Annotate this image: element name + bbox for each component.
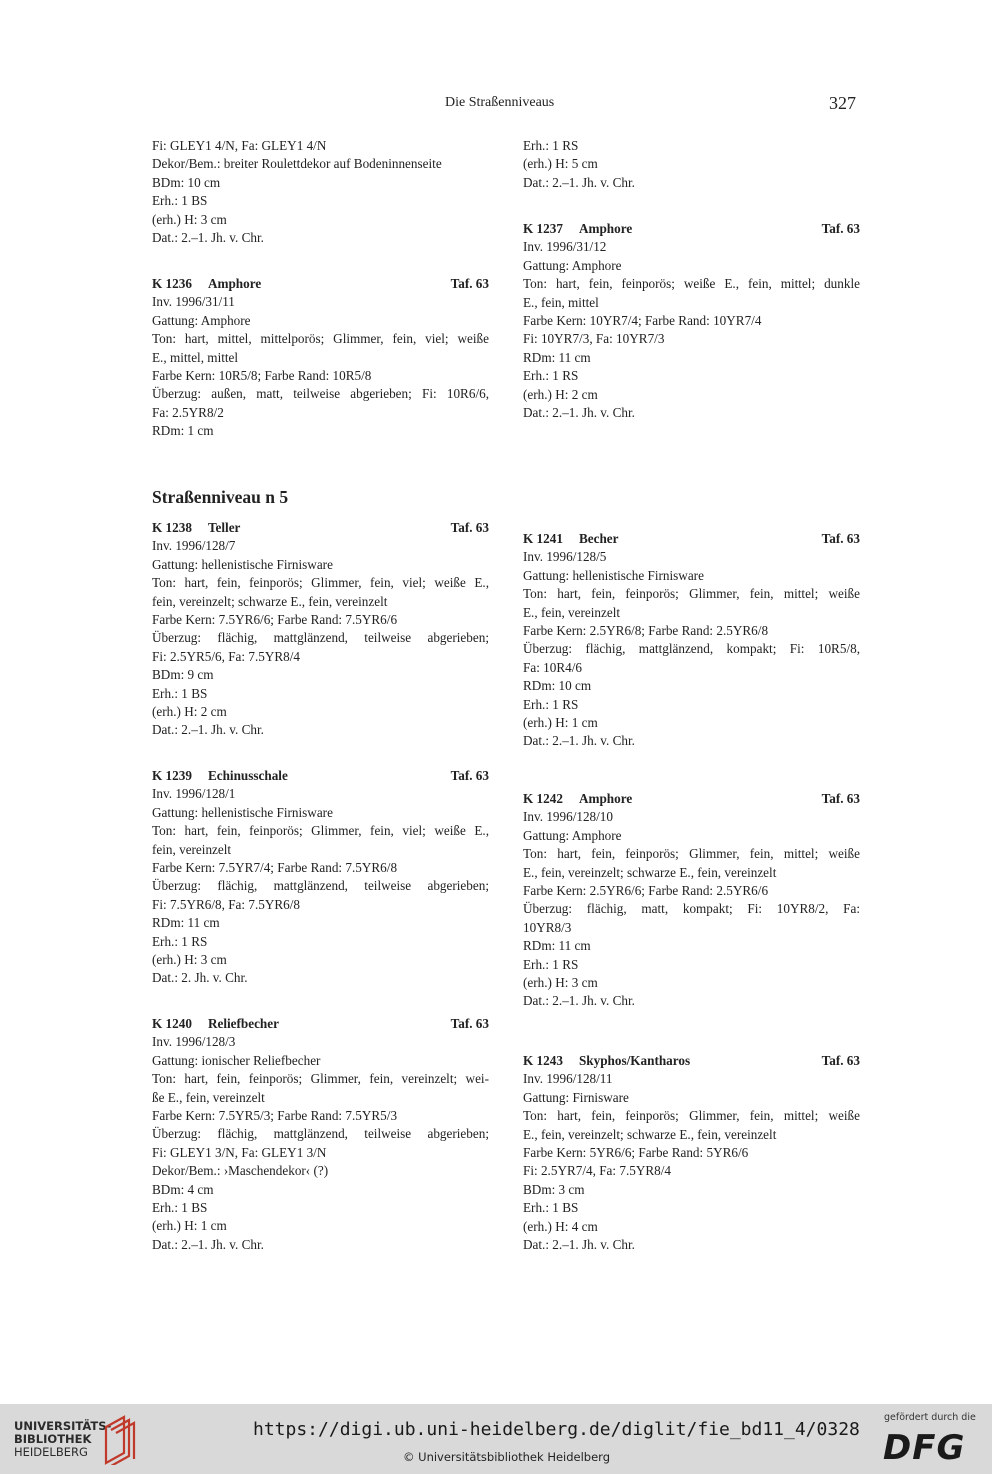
entry-line: Farbe Kern: 10R5/8; Farbe Rand: 10R5/8	[152, 368, 372, 384]
entry-line: Farbe Kern: 7.5YR5/3; Farbe Rand: 7.5YR5/3	[152, 1108, 398, 1124]
entry-object-type: Teller	[207, 520, 241, 535]
entry-line: Erh.: 1 RS	[152, 933, 208, 949]
entry-line: Gattung: hellenistische Firnisware	[152, 556, 333, 572]
library-logo-line: BIBLIOTHEK	[14, 1432, 92, 1446]
entry-line: Inv. 1996/128/11	[523, 1071, 613, 1087]
entry-line: E., fein, mittel	[523, 294, 599, 310]
entry-heading	[152, 767, 489, 785]
entry-line: RDm: 11 cm	[523, 938, 591, 954]
entry-line: Erh.: 1 RS	[523, 368, 579, 384]
entry-line: Ton: hart, fein, feinporös; weiße E., fein, mittel; dunkle	[523, 276, 860, 292]
entry-line: Farbe Kern: 7.5YR7/4; Farbe Rand: 7.5YR6/8	[152, 860, 398, 876]
catalog-entry-k1238	[152, 519, 489, 740]
library-logo[interactable]	[14, 1420, 111, 1459]
entry-line: Überzug: flächig, mattglänzend, kompakt; Fi: 10R5/8,	[523, 641, 860, 657]
entry-line: Überzug: flächig, mattglänzend, teilweise abgerieben;	[152, 1126, 489, 1142]
entry-line: fein, vereinzelt; schwarze E., fein, vereinzelt	[152, 593, 388, 609]
entry-line: Fi: 7.5YR6/8, Fa: 7.5YR6/8	[152, 896, 301, 912]
entry-number: K 1242	[523, 791, 563, 806]
text-line: Dat.: 2.–1. Jh. v. Chr.	[152, 230, 264, 246]
catalog-entry-k1243	[523, 1052, 860, 1254]
entry-object-type: Reliefbecher	[207, 1016, 279, 1031]
text-line: (erh.) H: 5 cm	[523, 156, 598, 172]
entry-line: RDm: 10 cm	[523, 678, 592, 694]
entry-line: Ton: hart, fein, feinporös; Glimmer, fein, mittel; weiße	[523, 1108, 860, 1124]
text-line: Dat.: 2.–1. Jh. v. Chr.	[523, 174, 635, 190]
entry-heading	[523, 790, 860, 808]
entry-line: ße E., fein, vereinzelt	[152, 1089, 265, 1105]
entry-heading	[152, 519, 489, 537]
text-line: Erh.: 1 BS	[152, 193, 208, 209]
entry-line: Überzug: flächig, mattglänzend, teilweise abgerieben;	[152, 878, 489, 894]
entry-heading	[152, 275, 489, 293]
text-line: Erh.: 1 RS	[523, 138, 579, 153]
entry-line: Dat.: 2.–1. Jh. v. Chr.	[152, 1236, 264, 1252]
catalog-entry-k1241	[523, 530, 860, 751]
catalog-entry-k1236	[152, 275, 489, 441]
permalink-url[interactable]: https://digi.ub.uni-heidelberg.de/diglit/fie_bd11_4/0328	[253, 1419, 860, 1440]
entry-line: (erh.) H: 3 cm	[152, 952, 227, 968]
entry-number: K 1238	[152, 520, 192, 535]
entry-line: Überzug: flächig, mattglänzend, teilweise abgerieben;	[152, 630, 489, 646]
entry-line: Dat.: 2.–1. Jh. v. Chr.	[523, 993, 635, 1009]
entry-line: Fa: 2.5YR8/2	[152, 404, 224, 420]
entry-line: E., fein, vereinzelt; schwarze E., fein, vereinzelt	[523, 1126, 777, 1142]
entry-line: Fi: 2.5YR7/4, Fa: 7.5YR8/4	[523, 1163, 672, 1179]
entry-line: Inv. 1996/31/12	[523, 239, 607, 255]
entry-number: K 1240	[152, 1016, 192, 1031]
entry-line: Dat.: 2.–1. Jh. v. Chr.	[523, 405, 635, 421]
catalog-entry-k1242	[523, 790, 860, 1011]
entry-line: (erh.) H: 1 cm	[152, 1218, 227, 1234]
plate-reference: Taf. 63	[450, 520, 489, 535]
entry-line: Erh.: 1 RS	[523, 696, 579, 712]
entry-heading	[523, 1052, 860, 1070]
entry-line: Überzug: flächig, matt, kompakt; Fi: 10YR8/2, Fa:	[523, 901, 860, 917]
entry-line: Gattung: ionischer Reliefbecher	[152, 1052, 321, 1068]
entry-line: Dat.: 2.–1. Jh. v. Chr.	[152, 722, 264, 738]
catalog-entry-k1239	[152, 767, 489, 988]
dfg-logo[interactable]: DFG	[883, 1428, 966, 1468]
entry-line: Inv. 1996/128/3	[152, 1034, 236, 1050]
entry-line: Farbe Kern: 2.5YR6/6; Farbe Rand: 2.5YR6/6	[523, 883, 769, 899]
entry-line: Gattung: hellenistische Firnisware	[152, 804, 333, 820]
entry-line: Ton: hart, fein, feinporös; Glimmer, fein, viel; weiße E.,	[152, 575, 489, 591]
entry-object-type: Becher	[578, 531, 619, 546]
left-continuation	[152, 137, 489, 247]
entry-line: Erh.: 1 BS	[152, 1200, 208, 1216]
entry-line: Fi: GLEY1 3/N, Fa: GLEY1 3/N	[152, 1144, 327, 1160]
entry-line: (erh.) H: 1 cm	[523, 715, 598, 731]
entry-line: Farbe Kern: 2.5YR6/8; Farbe Rand: 2.5YR6/8	[523, 623, 769, 639]
plate-reference: Taf. 63	[450, 276, 489, 291]
entry-line: Gattung: hellenistische Firnisware	[523, 567, 704, 583]
entry-line: fein, vereinzelt	[152, 841, 232, 857]
entry-object-type: Amphore	[207, 276, 262, 291]
page-number: 327	[829, 93, 856, 113]
entry-line: Farbe Kern: 7.5YR6/6; Farbe Rand: 7.5YR6/6	[152, 612, 398, 628]
entry-line: Dat.: 2.–1. Jh. v. Chr.	[523, 733, 635, 749]
entry-line: Inv. 1996/128/7	[152, 538, 236, 554]
entry-line: BDm: 4 cm	[152, 1181, 214, 1197]
entry-heading	[523, 530, 860, 548]
entry-line: BDm: 3 cm	[523, 1181, 585, 1197]
entry-line: Inv. 1996/128/1	[152, 786, 236, 802]
entry-line: (erh.) H: 2 cm	[152, 704, 227, 720]
plate-reference: Taf. 63	[450, 1016, 489, 1031]
plate-reference: Taf. 63	[821, 531, 860, 546]
entry-line: Erh.: 1 BS	[523, 1200, 579, 1216]
text-line: BDm: 10 cm	[152, 174, 221, 190]
entry-line: Gattung: Amphore	[152, 312, 251, 328]
entry-line: Ton: hart, fein, feinporös; Glimmer, fein, mittel; weiße	[523, 586, 860, 602]
right-continuation	[523, 137, 860, 192]
entry-line: Dat.: 2. Jh. v. Chr.	[152, 970, 248, 986]
catalog-entry-k1240	[152, 1015, 489, 1254]
library-logo-line: UNIVERSITÄTS-	[14, 1419, 112, 1433]
entry-heading	[523, 220, 860, 238]
entry-line: E., fein, vereinzelt	[523, 604, 621, 620]
entry-line: (erh.) H: 2 cm	[523, 386, 598, 402]
entry-line: Erh.: 1 RS	[523, 956, 579, 972]
text-line: (erh.) H: 3 cm	[152, 211, 227, 227]
entry-number: K 1239	[152, 768, 192, 783]
entry-object-type: Amphore	[578, 221, 633, 236]
entry-line: Inv. 1996/128/10	[523, 809, 613, 825]
entry-line: Erh.: 1 BS	[152, 685, 208, 701]
text-line: Dekor/Bem.: breiter Roulettdekor auf Bodeninnenseite	[152, 156, 442, 172]
entry-line: BDm: 9 cm	[152, 667, 214, 683]
entry-line: (erh.) H: 3 cm	[523, 975, 598, 991]
entry-line: Fi: 10YR7/3, Fa: 10YR7/3	[523, 331, 665, 347]
plate-reference: Taf. 63	[450, 768, 489, 783]
entry-line: Gattung: Firnisware	[523, 1089, 629, 1105]
entry-line: RDm: 11 cm	[152, 915, 220, 931]
entry-line: Ton: hart, mittel, mittelporös; Glimmer, fein, viel; weiße	[152, 331, 489, 347]
entry-object-type: Amphore	[578, 791, 633, 806]
entry-line: Dekor/Bem.: ›Maschendekor‹ (?)	[152, 1163, 329, 1179]
entry-object-type: Skyphos/Kantharos	[578, 1053, 691, 1068]
entry-line: Dat.: 2.–1. Jh. v. Chr.	[523, 1237, 635, 1253]
entry-line: (erh.) H: 4 cm	[523, 1218, 598, 1234]
entry-line: Ton: hart, fein, feinporös; Glimmer, fein, vereinzelt; wei-	[152, 1071, 489, 1087]
entry-line: E., fein, vereinzelt; schwarze E., fein, vereinzelt	[523, 864, 777, 880]
entry-number: K 1236	[152, 276, 192, 291]
entry-line: Farbe Kern: 10YR7/4; Farbe Rand: 10YR7/4	[523, 313, 762, 329]
plate-reference: Taf. 63	[821, 221, 860, 236]
library-logo-line: HEIDELBERG	[14, 1445, 88, 1459]
viewer-footer	[0, 1404, 992, 1474]
entry-line: RDm: 11 cm	[523, 349, 591, 365]
entry-line: Überzug: außen, matt, teilweise abgerieben; Fi: 10R6/6,	[152, 386, 489, 402]
plate-reference: Taf. 63	[821, 791, 860, 806]
entry-heading	[152, 1015, 489, 1033]
running-title: Die Straßenniveaus	[445, 95, 555, 110]
section-heading: Straßenniveau n 5	[152, 487, 289, 507]
entry-line: 10YR8/3	[523, 919, 572, 935]
entry-line: Ton: hart, fein, feinporös; Glimmer, fein, viel; weiße E.,	[152, 823, 489, 839]
entry-line: Gattung: Amphore	[523, 827, 622, 843]
entry-line: E., mittel, mittel	[152, 349, 239, 365]
catalog-entry-k1237	[523, 220, 860, 422]
entry-line: RDm: 1 cm	[152, 423, 214, 439]
entry-line: Inv. 1996/31/11	[152, 294, 235, 310]
entry-number: K 1243	[523, 1053, 563, 1068]
entry-number: K 1237	[523, 221, 563, 236]
entry-line: Farbe Kern: 5YR6/6; Farbe Rand: 5YR6/6	[523, 1145, 749, 1161]
entry-line: Ton: hart, fein, feinporös; Glimmer, fein, mittel; weiße	[523, 846, 860, 862]
plate-reference: Taf. 63	[821, 1053, 860, 1068]
copyright-notice: © Universitätsbibliothek Heidelberg	[403, 1450, 611, 1464]
entry-line: Fi: 2.5YR5/6, Fa: 7.5YR8/4	[152, 648, 301, 664]
entry-line: Inv. 1996/128/5	[523, 549, 607, 565]
text-line: Fi: GLEY1 4/N, Fa: GLEY1 4/N	[152, 138, 327, 153]
funding-note: gefördert durch die	[884, 1412, 976, 1423]
entry-line: Fa: 10R4/6	[523, 659, 582, 675]
entry-line: Gattung: Amphore	[523, 257, 622, 273]
entry-number: K 1241	[523, 531, 563, 546]
entry-object-type: Echinusschale	[207, 768, 288, 783]
library-emblem-icon	[102, 1413, 138, 1465]
